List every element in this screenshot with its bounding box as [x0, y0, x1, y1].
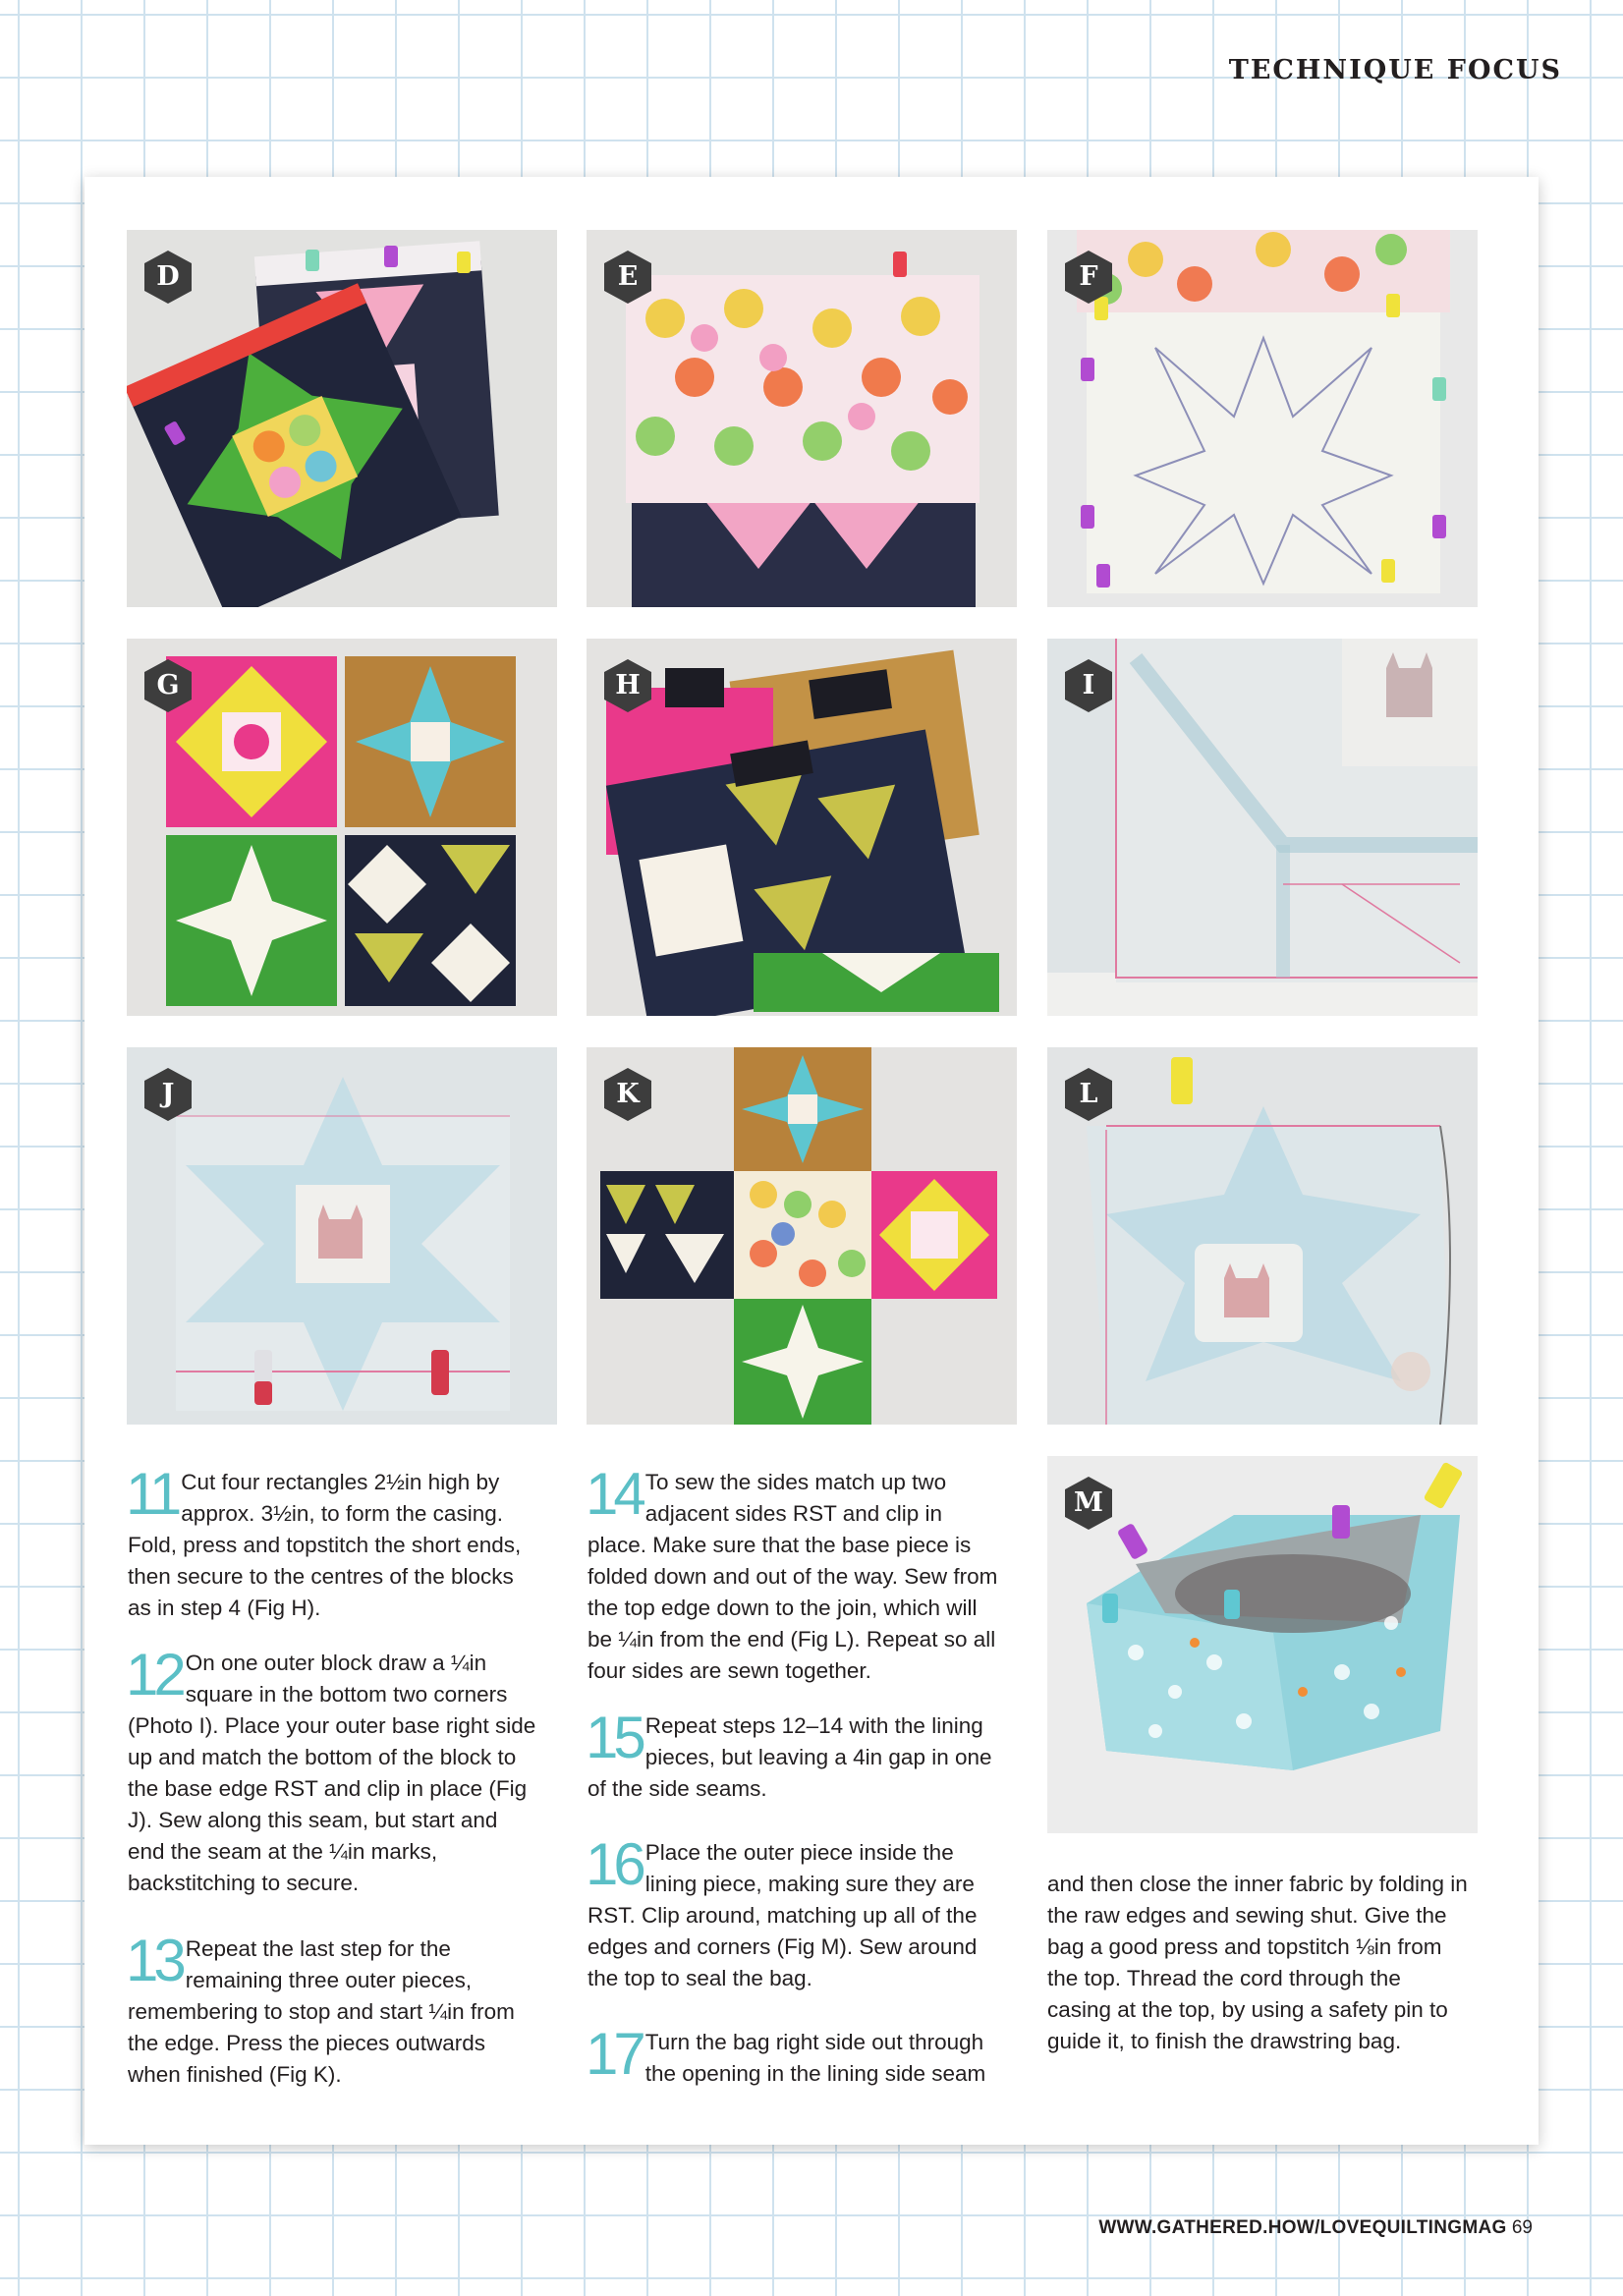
- step-16: [586, 1831, 1000, 1994]
- photo-k-label: K: [616, 1079, 640, 1109]
- step-11: [126, 1461, 540, 1624]
- step-text: Repeat the last step for the remaining three outer pieces, remembering to stop and start ¼in from the edge. Press the pieces outwards when finished (Fig K).: [128, 1936, 515, 2087]
- photo-d: [127, 230, 557, 607]
- photo-l: [1047, 1047, 1478, 1425]
- photo-g-badge: [142, 658, 194, 713]
- step-number: 11: [126, 1461, 178, 1527]
- photo-i-label: I: [1082, 670, 1095, 700]
- continuation-text: and then close the inner fabric by folding in the raw edges and sewing shut. Give the bag a good press and topstitch ⅛in from the top. Thread the cord through the casing at the top, by using a safety pin to guide it, to finish the drawstring bag.: [1047, 1872, 1468, 2053]
- step-text: Place the outer piece inside the lining piece, making sure they are RST. Clip around, matching up all of the edges and corners (Fig M). Sew around the top to seal the bag.: [588, 1840, 978, 1990]
- step-17-continuation: [1047, 1869, 1470, 2057]
- step-15: [586, 1705, 1000, 1805]
- photo-j-badge: [142, 1067, 194, 1122]
- photo-m-label: M: [1074, 1487, 1103, 1518]
- step-text: Cut four rectangles 2½in high by approx. 3½in, to form the casing. Fold, press and topstitch the short ends, then secure to the centres of the blocks as in step 4 (Fig H).: [128, 1470, 522, 1620]
- step-12: [126, 1642, 540, 1899]
- step-text: On one outer block draw a ¼in square in the bottom two corners (Photo I). Place your outer base right side up and match the bottom of the block to the base edge RST and clip in place (Fig J). Sew along this seam, but start and end the seam at the ¼in marks, backstitching to secure.: [128, 1651, 536, 1895]
- step-number: 15: [586, 1705, 642, 1770]
- step-number: 12: [126, 1642, 182, 1708]
- photo-l-label: L: [1079, 1079, 1098, 1109]
- photo-h-label: H: [615, 670, 641, 700]
- photo-i-badge: [1063, 658, 1114, 713]
- step-text: To sew the sides match up two adjacent sides RST and clip in place. Make sure that the base piece is folded down and out of the way. Sew from the top edge down to the join, which will be ¼in from the end (Fig L). Repeat so all four sides are sewn together.: [588, 1470, 998, 1683]
- photo-g: [127, 639, 557, 1016]
- photo-g-label: G: [156, 670, 180, 700]
- photo-e: [587, 230, 1017, 607]
- photo-d-label: D: [156, 261, 180, 292]
- footer-url: WWW.GATHERED.HOW/LOVEQUILTINGMAG: [1098, 2217, 1507, 2238]
- page-number: 69: [1511, 2217, 1533, 2238]
- photo-f: [1047, 230, 1478, 607]
- photo-h: [587, 639, 1017, 1016]
- photo-m-badge: [1063, 1476, 1114, 1531]
- photo-m: [1047, 1456, 1478, 1833]
- photo-d-badge: [142, 250, 194, 305]
- step-text: Repeat steps 12–14 with the lining pieces, but leaving a 4in gap in one of the side seams.: [588, 1713, 992, 1801]
- step-number: 13: [126, 1928, 182, 1993]
- content-card: [84, 177, 1539, 2145]
- photo-e-badge: [602, 250, 653, 305]
- section-title: TECHNIQUE FOCUS: [1228, 55, 1562, 85]
- photo-e-label: E: [617, 261, 639, 292]
- photo-i: [1047, 639, 1478, 1016]
- page-footer: [1098, 2217, 1533, 2239]
- photo-k-badge: [602, 1067, 653, 1122]
- step-number: 17: [586, 2021, 642, 2087]
- step-14: [586, 1461, 1000, 1687]
- step-number: 14: [586, 1461, 642, 1527]
- photo-k: [587, 1047, 1017, 1425]
- photo-l-badge: [1063, 1067, 1114, 1122]
- photo-j-label: J: [161, 1079, 175, 1109]
- photo-f-badge: [1063, 250, 1114, 305]
- step-number: 16: [586, 1831, 642, 1897]
- step-17: [586, 2021, 1000, 2090]
- step-text: Turn the bag right side out through the opening in the lining side seam: [644, 2030, 986, 2086]
- step-13: [126, 1928, 540, 2091]
- photo-f-label: F: [1079, 261, 1098, 292]
- photo-j: [127, 1047, 557, 1425]
- photo-h-badge: [602, 658, 653, 713]
